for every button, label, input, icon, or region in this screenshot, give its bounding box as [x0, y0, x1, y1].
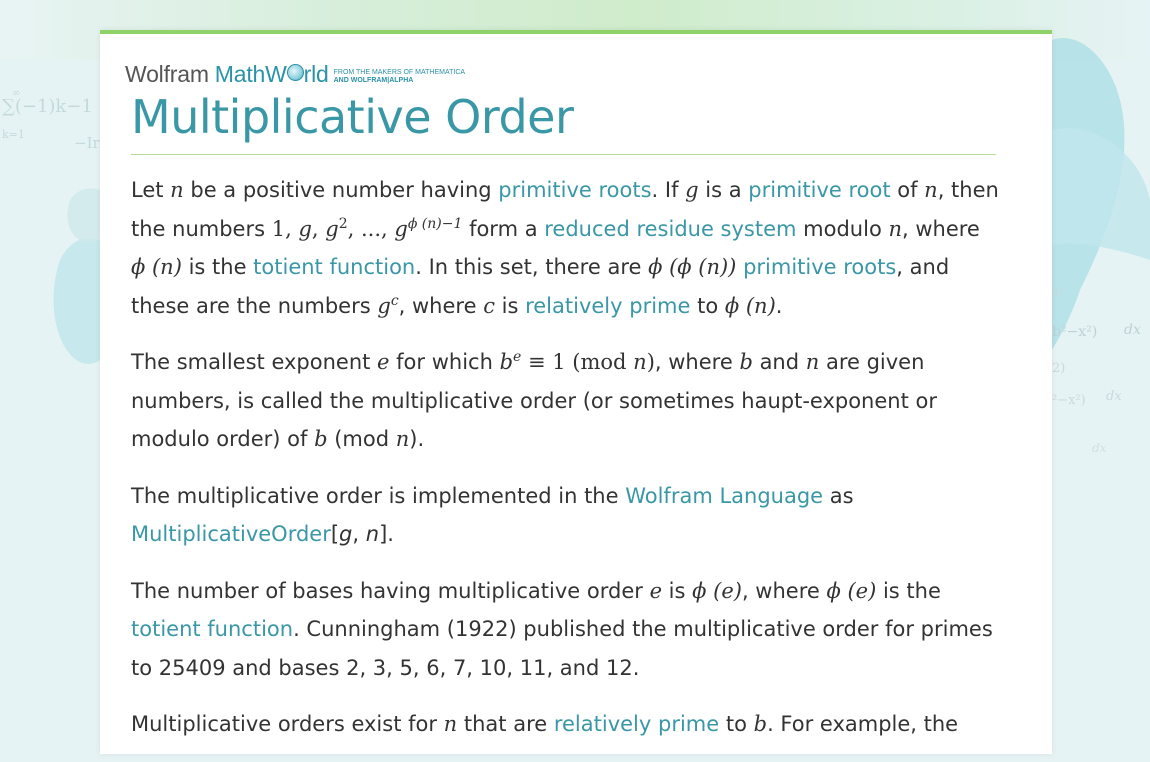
link-totient-function[interactable]: totient function [253, 255, 416, 279]
text: The number of bases having multiplicative order [131, 578, 650, 603]
text: . [775, 293, 783, 318]
math-var: e [377, 350, 390, 374]
paragraph-4 [131, 572, 999, 688]
text: is the [181, 255, 254, 279]
paragraph-5 [131, 705, 999, 744]
article-card [100, 30, 1052, 754]
math-var: b [314, 427, 328, 451]
math-var: n [395, 427, 410, 451]
bg-formula: dx [1106, 389, 1122, 404]
math-var: b [753, 712, 768, 736]
text: Let [131, 178, 171, 202]
link-primitive-root[interactable]: primitive root [748, 178, 891, 202]
text: modulo [796, 216, 889, 241]
text: for which [389, 350, 500, 374]
text: The multiplicative order is implemented in the [131, 483, 626, 508]
bg-formula: dx [1092, 441, 1107, 455]
link-relatively-prime-2[interactable]: relatively prime [553, 712, 720, 736]
bg-surface-left-2 [67, 188, 100, 242]
text: , where [654, 350, 740, 374]
title-divider [131, 154, 996, 155]
math-var: e [649, 578, 662, 603]
bg-formula: k=1 [2, 128, 25, 141]
code-text: ]. [379, 522, 394, 546]
code-snippet [131, 522, 394, 546]
math-expr: 1, [271, 216, 299, 241]
math-var: g [325, 216, 339, 241]
math-expr: ϕ (n) [724, 293, 776, 318]
math-var: n [924, 178, 938, 202]
paragraph-2 [131, 343, 999, 459]
logo-tagline-line2: AND WOLFRAM|ALPHA [333, 77, 414, 84]
logo-mathworld-post: rld [303, 61, 329, 87]
text: . In this set, there are [415, 255, 649, 279]
text: Multiplicative orders exist for [131, 712, 444, 736]
link-multiplicative-order-function[interactable]: MultiplicativeOrder [131, 522, 331, 546]
math-var: n [805, 350, 820, 374]
paragraph-1 [131, 171, 999, 325]
text: , then the numbers [131, 178, 999, 241]
link-primitive-roots[interactable]: primitive roots [498, 178, 652, 202]
link-reduced-residue-system[interactable]: reduced residue system [544, 216, 797, 241]
code-text: [ [330, 522, 340, 546]
text: The smallest exponent [131, 350, 378, 374]
bg-formula: 2) [1052, 361, 1066, 376]
math-var: b [739, 350, 753, 374]
bg-surface-left [54, 238, 100, 364]
text: , and these are the numbers [131, 255, 950, 318]
text: . For example, the [767, 712, 959, 736]
math-var: n [170, 178, 184, 202]
text: and [752, 350, 806, 374]
math-var: g [685, 178, 699, 202]
text: to [690, 293, 725, 318]
site-logo[interactable] [125, 58, 465, 88]
logo-tagline-line1: FROM THE MAKERS OF MATHEMATICA [333, 69, 466, 76]
article-body [131, 171, 999, 762]
math-expr: , ..., [347, 216, 395, 241]
text: of [890, 178, 925, 202]
text: , where [398, 293, 484, 318]
link-primitive-roots-2[interactable]: primitive roots [743, 255, 897, 279]
link-wolfram-language[interactable]: Wolfram Language [625, 483, 824, 508]
code-arg: n [365, 522, 380, 546]
math-expr: , [311, 216, 326, 241]
paragraph-3 [131, 477, 999, 554]
math-expr: ϕ (e) [826, 578, 877, 603]
math-expr: ϕ (n) [131, 255, 182, 279]
text: are given numbers, is called the multiplicative order (or sometimes haupt-exponent or modulo order) of [131, 350, 937, 451]
bg-formula: ∑(−1)k−1 [2, 96, 93, 117]
text: is [662, 578, 693, 603]
text: . If [651, 178, 686, 202]
text: (mod [327, 427, 396, 451]
math-var: g [394, 216, 408, 241]
globe-icon [287, 64, 304, 81]
logo-tagline [334, 69, 465, 85]
math-sup: c [390, 292, 399, 309]
text: is a [698, 178, 749, 202]
math-expr: ≡ 1 (mod [521, 350, 634, 374]
math-var: n [633, 350, 647, 374]
bg-formula: ²−x²) [1052, 393, 1086, 408]
code-text: , [352, 522, 366, 546]
math-var: n [443, 712, 458, 736]
logo-wolfram-text: Wolfram [125, 61, 209, 87]
math-var: b [499, 350, 514, 374]
bg-formula: x² [1052, 285, 1064, 299]
page-title: Multiplicative Order [131, 90, 574, 144]
text: be a positive number having [183, 178, 499, 202]
math-var: c [483, 293, 495, 318]
text: is the [876, 578, 941, 603]
math-sup: ϕ (n)−1 [407, 215, 463, 232]
math-sup: 2 [338, 215, 348, 232]
math-sup: e [513, 349, 522, 365]
math-var: n [888, 216, 902, 241]
bg-surface-right-2 [1052, 128, 1150, 260]
text: to [719, 712, 754, 736]
link-relatively-prime[interactable]: relatively prime [525, 293, 691, 318]
math-var: g [377, 293, 391, 318]
bg-formula: b²−x²) [1052, 324, 1098, 340]
text: ). [409, 427, 425, 451]
text: . Cunningham (1922) published the multiplicative order for primes to 25409 and bases 2, 3, 5, 6, 7, 10, 11, and 12. [131, 617, 993, 680]
text: that are [457, 712, 554, 736]
text: , where [902, 216, 980, 241]
code-arg: g [339, 522, 353, 546]
logo-mathworld-pre: MathW [214, 61, 287, 87]
math-expr: ϕ (e) [692, 578, 742, 603]
text: is [494, 293, 526, 318]
logo-mathworld-text [215, 61, 329, 88]
bg-formula: dx [1124, 322, 1141, 338]
text: as [823, 483, 854, 508]
bg-formula: ∞ [12, 88, 21, 99]
math-expr: ϕ (ϕ (n)) [648, 255, 737, 279]
text: form a [462, 216, 545, 241]
math-expr: ) [646, 350, 655, 374]
math-var: g [298, 216, 312, 241]
bg-formula: −Ir [74, 134, 100, 152]
link-totient-function-2[interactable]: totient function [131, 617, 294, 641]
text: , where [741, 578, 827, 603]
